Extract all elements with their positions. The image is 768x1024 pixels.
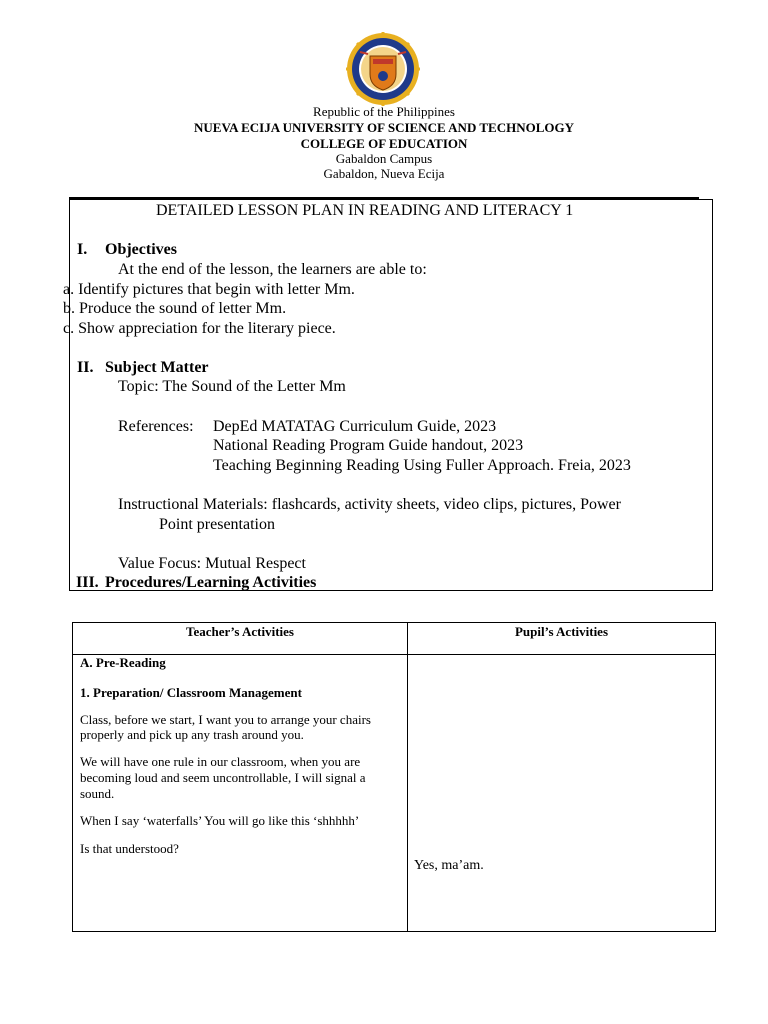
plan-title: DETAILED LESSON PLAN IN READING AND LITERACY 1	[156, 202, 574, 219]
teacher-text-line: Is that understood?	[80, 841, 179, 856]
objective-item: b. Produce the sound of letter Mm.	[63, 300, 287, 317]
header-republic: Republic of the Philippines	[313, 104, 455, 119]
objectives-heading: Objectives	[105, 241, 177, 258]
header-location: Gabaldon, Nueva Ecija	[323, 166, 445, 181]
objective-item: a. Identify pictures that begin with letter Mm.	[63, 281, 355, 298]
teacher-text-line: sound.	[80, 786, 115, 801]
table-column-divider	[407, 623, 408, 931]
subsection-heading: 1. Preparation/ Classroom Management	[80, 685, 302, 700]
pupil-response: Yes, ma’am.	[414, 858, 484, 873]
procedures-numeral: III.	[76, 574, 99, 591]
subject-matter-numeral: II.	[77, 359, 94, 376]
header-university: NUEVA ECIJA UNIVERSITY OF SCIENCE AND TECHNOLOGY	[194, 120, 574, 135]
objectives-intro: At the end of the lesson, the learners are able to:	[118, 261, 427, 278]
materials-line-continued: Point presentation	[159, 516, 275, 533]
materials-line: Instructional Materials: flashcards, activity sheets, video clips, pictures, Power	[118, 496, 621, 513]
teacher-text-line: properly and pick up any trash around you.	[80, 727, 304, 742]
topic-line: Topic: The Sound of the Letter Mm	[118, 378, 346, 395]
table-header-divider	[73, 654, 715, 655]
teacher-text-line: becoming loud and seem uncontrollable, I will signal a	[80, 770, 366, 785]
activities-table	[72, 622, 716, 932]
lesson-plan-box	[63, 199, 713, 591]
reference-item: Teaching Beginning Reading Using Fuller Approach. Freia, 2023	[213, 457, 631, 474]
header-campus: Gabaldon Campus	[335, 151, 433, 166]
objectives-numeral: I.	[77, 241, 88, 258]
subject-matter-heading: Subject Matter	[105, 359, 209, 376]
teacher-text-line: When I say ‘waterfalls’ You will go like this ‘shhhhh’	[80, 813, 360, 828]
table-header-teacher: Teacher’s Activities	[186, 624, 294, 639]
teacher-text-line: Class, before we start, I want you to arrange your chairs	[80, 712, 371, 727]
table-header-pupil: Pupil’s Activities	[514, 624, 609, 639]
university-seal-icon	[346, 32, 420, 106]
header-college: COLLEGE OF EDUCATION	[300, 136, 468, 151]
value-focus-line: Value Focus: Mutual Respect	[118, 555, 306, 572]
procedures-heading: Procedures/Learning Activities	[105, 574, 317, 591]
objective-item: c. Show appreciation for the literary piece.	[63, 320, 336, 337]
teacher-text-line: We will have one rule in our classroom, when you are	[80, 754, 361, 769]
references-label: References:	[118, 418, 194, 435]
reference-item: DepEd MATATAG Curriculum Guide, 2023	[213, 418, 497, 435]
section-heading: A. Pre-Reading	[80, 655, 166, 670]
reference-item: National Reading Program Guide handout, 2023	[213, 437, 524, 454]
